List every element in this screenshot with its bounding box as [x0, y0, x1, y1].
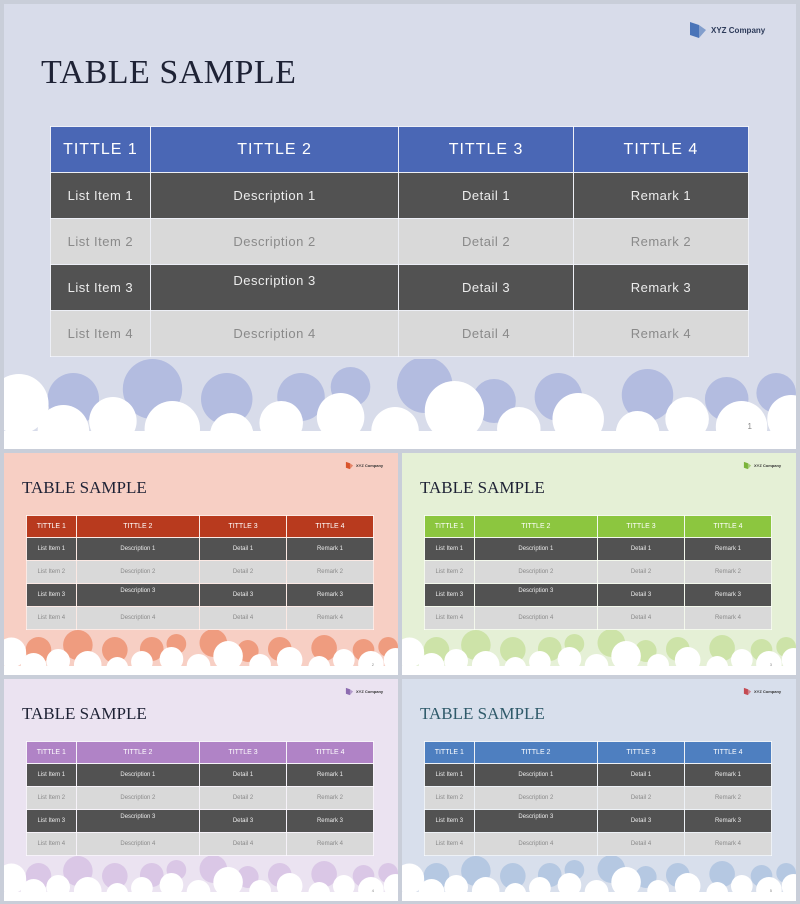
header-cell: TITTLE 4: [684, 742, 771, 764]
slide-green: [402, 453, 796, 675]
table-cell: Remark 4: [573, 311, 748, 357]
page-number: 2: [371, 662, 374, 667]
table-cell: Remark 4: [684, 607, 771, 630]
table-cell: Remark 2: [684, 787, 771, 810]
company-logo-icon: [688, 20, 708, 40]
header-cell: TITTLE 2: [474, 742, 598, 764]
table-cell: List Item 4: [27, 607, 77, 630]
header-cell: TITTLE 4: [286, 742, 373, 764]
table-row: [51, 173, 749, 219]
slide-title: TABLE SAMPLE: [22, 704, 147, 723]
table-cell: Remark 1: [286, 538, 373, 561]
table-cell: Description 2: [474, 787, 598, 810]
table-cell: Description 2: [76, 561, 200, 584]
company-logo: [688, 20, 765, 40]
header-cell: TITTLE 1: [425, 516, 475, 538]
table-cell: Detail 4: [598, 607, 685, 630]
header-cell: TITTLE 3: [598, 516, 685, 538]
header-cell: TITTLE 3: [200, 742, 287, 764]
table-cell: Description 1: [76, 764, 200, 787]
table-cell: Remark 3: [286, 810, 373, 833]
cloud-decoration: [4, 359, 796, 449]
table-header-row: [27, 742, 374, 764]
table-cell: Description 1: [474, 538, 598, 561]
table-cell: Remark 3: [684, 810, 771, 833]
table-cell: Detail 3: [200, 584, 287, 607]
table-cell: Detail 4: [200, 833, 287, 856]
header-cell: TITTLE 1: [425, 742, 475, 764]
header-cell: TITTLE 2: [76, 516, 200, 538]
data-table: [424, 741, 772, 856]
slide-title: TABLE SAMPLE: [420, 704, 545, 723]
company-logo: [743, 687, 781, 696]
cloud-decoration: [402, 630, 796, 675]
company-name: XYZ Company: [711, 25, 766, 35]
table-cell: Description 1: [474, 764, 598, 787]
slide-title: TABLE SAMPLE: [41, 54, 297, 91]
table-cell: Description 3: [150, 265, 398, 311]
table-cell: Description 4: [474, 833, 598, 856]
table-cell: List Item 3: [51, 265, 151, 311]
data-table: [424, 515, 772, 630]
company-name: XYZ Company: [754, 463, 782, 468]
table-cell: Description 4: [150, 311, 398, 357]
table-cell: Remark 4: [684, 833, 771, 856]
table-cell: List Item 2: [425, 787, 475, 810]
table-cell: Remark 1: [684, 538, 771, 561]
table-cell: Description 1: [76, 538, 200, 561]
table-cell: Description 3: [474, 584, 598, 607]
table-row: [425, 787, 772, 810]
table-cell: Remark 3: [573, 265, 748, 311]
header-cell: TITTLE 2: [474, 516, 598, 538]
slide-orange: [4, 453, 398, 675]
header-cell: TITTLE 4: [684, 516, 771, 538]
cloud-decoration: [402, 856, 796, 901]
table-cell: Remark 3: [286, 584, 373, 607]
table-cell: Description 4: [474, 607, 598, 630]
table-cell: List Item 4: [425, 833, 475, 856]
company-logo: [345, 687, 383, 696]
table-row: [51, 311, 749, 357]
table-row: [425, 764, 772, 787]
table-cell: Detail 1: [598, 538, 685, 561]
slide-main: [4, 4, 796, 449]
table-cell: Remark 2: [573, 219, 748, 265]
table-row: [51, 219, 749, 265]
header-cell: TITTLE 2: [150, 127, 398, 173]
table-cell: List Item 2: [425, 561, 475, 584]
company-name: XYZ Company: [356, 463, 384, 468]
table-cell: List Item 1: [27, 538, 77, 561]
table-cell: Detail 2: [200, 561, 287, 584]
table-cell: List Item 1: [425, 538, 475, 561]
header-cell: TITTLE 3: [598, 742, 685, 764]
company-logo: [345, 461, 383, 470]
table-cell: List Item 1: [51, 173, 151, 219]
table-cell: Description 1: [150, 173, 398, 219]
table-cell: Description 3: [474, 810, 598, 833]
company-logo-icon: [345, 687, 354, 696]
table-row: [425, 538, 772, 561]
table-row: [425, 607, 772, 630]
table-cell: Detail 4: [598, 833, 685, 856]
table-cell: Detail 3: [598, 584, 685, 607]
table-row: [51, 265, 749, 311]
table-cell: Description 3: [76, 584, 200, 607]
table-cell: Detail 4: [200, 607, 287, 630]
cloud-decoration: [4, 856, 398, 901]
table-cell: Detail 2: [598, 561, 685, 584]
table-row: [425, 561, 772, 584]
table-cell: List Item 3: [27, 810, 77, 833]
table-cell: Description 2: [150, 219, 398, 265]
table-cell: Remark 1: [286, 764, 373, 787]
table-cell: List Item 4: [27, 833, 77, 856]
table-cell: Remark 4: [286, 607, 373, 630]
table-cell: List Item 3: [425, 810, 475, 833]
table-cell: Detail 2: [399, 219, 574, 265]
table-cell: Remark 3: [684, 584, 771, 607]
table-cell: Remark 4: [286, 833, 373, 856]
table-row: [425, 810, 772, 833]
table-cell: Remark 1: [684, 764, 771, 787]
slide-title: TABLE SAMPLE: [22, 478, 147, 497]
table-header-row: [51, 127, 749, 173]
table-cell: Description 2: [474, 561, 598, 584]
page-number: 3: [769, 662, 772, 667]
table-cell: List Item 4: [51, 311, 151, 357]
table-header-row: [27, 516, 374, 538]
table-row: [27, 833, 374, 856]
table-cell: List Item 2: [51, 219, 151, 265]
header-cell: TITTLE 4: [286, 516, 373, 538]
table-cell: Detail 2: [598, 787, 685, 810]
table-cell: Detail 3: [200, 810, 287, 833]
header-cell: TITTLE 4: [573, 127, 748, 173]
page-number: 5: [769, 888, 772, 893]
company-logo-icon: [743, 687, 752, 696]
company-logo-icon: [345, 461, 354, 470]
table-cell: List Item 2: [27, 561, 77, 584]
table-cell: Description 4: [76, 833, 200, 856]
page-number: 1: [747, 422, 752, 431]
table-cell: List Item 1: [425, 764, 475, 787]
data-table: [50, 126, 749, 357]
slide-title: TABLE SAMPLE: [420, 478, 545, 497]
table-cell: Remark 2: [286, 787, 373, 810]
table-header-row: [425, 742, 772, 764]
table-cell: Description 3: [76, 810, 200, 833]
table-cell: List Item 2: [27, 787, 77, 810]
table-cell: Detail 3: [598, 810, 685, 833]
table-cell: Detail 3: [399, 265, 574, 311]
table-cell: Detail 1: [200, 538, 287, 561]
table-row: [27, 787, 374, 810]
table-cell: Remark 1: [573, 173, 748, 219]
table-cell: Remark 2: [286, 561, 373, 584]
header-cell: TITTLE 3: [399, 127, 574, 173]
company-name: XYZ Company: [754, 689, 782, 694]
table-row: [27, 607, 374, 630]
table-cell: List Item 3: [425, 584, 475, 607]
table-cell: Detail 1: [399, 173, 574, 219]
company-logo: [743, 461, 781, 470]
table-cell: Detail 1: [200, 764, 287, 787]
slide-blue: [402, 679, 796, 901]
header-cell: TITTLE 3: [200, 516, 287, 538]
table-header-row: [425, 516, 772, 538]
header-cell: TITTLE 1: [51, 127, 151, 173]
slide-purple: [4, 679, 398, 901]
table-cell: Detail 4: [399, 311, 574, 357]
table-cell: Description 2: [76, 787, 200, 810]
page-number: 4: [371, 888, 374, 893]
table-cell: Detail 2: [200, 787, 287, 810]
table-row: [425, 584, 772, 607]
header-cell: TITTLE 1: [27, 742, 77, 764]
table-row: [27, 538, 374, 561]
table-cell: List Item 4: [425, 607, 475, 630]
header-cell: TITTLE 1: [27, 516, 77, 538]
table-row: [27, 810, 374, 833]
table-cell: Description 4: [76, 607, 200, 630]
table-row: [27, 561, 374, 584]
table-cell: List Item 1: [27, 764, 77, 787]
table-row: [425, 833, 772, 856]
table-cell: Detail 1: [598, 764, 685, 787]
company-name: XYZ Company: [356, 689, 384, 694]
table-cell: List Item 3: [27, 584, 77, 607]
header-cell: TITTLE 2: [76, 742, 200, 764]
data-table: [26, 515, 374, 630]
cloud-decoration: [4, 630, 398, 675]
table-row: [27, 764, 374, 787]
table-row: [27, 584, 374, 607]
data-table: [26, 741, 374, 856]
table-cell: Remark 2: [684, 561, 771, 584]
company-logo-icon: [743, 461, 752, 470]
